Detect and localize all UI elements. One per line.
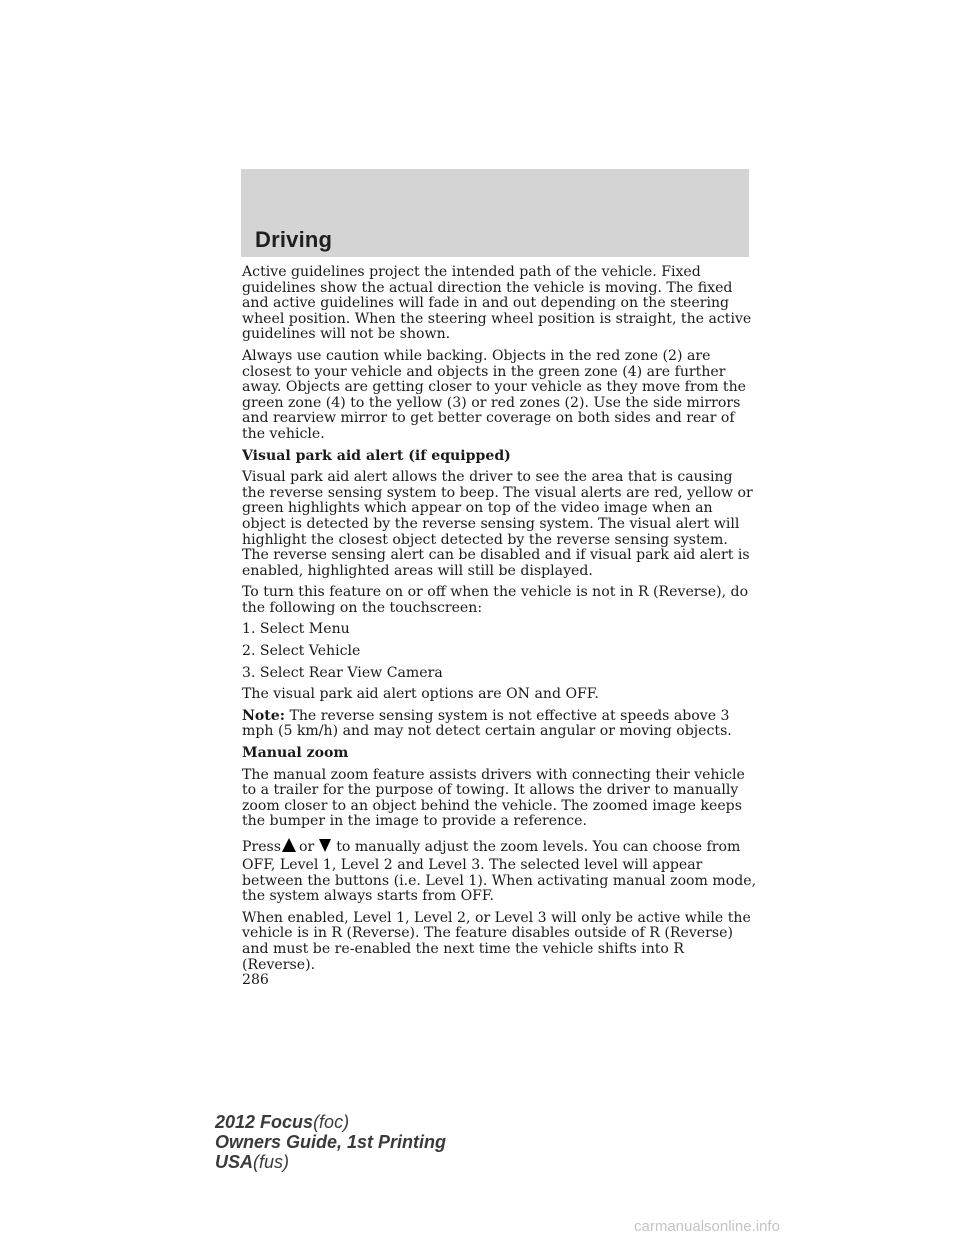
section-title: Driving bbox=[255, 227, 333, 252]
section-header bbox=[241, 169, 749, 257]
or-text: or bbox=[299, 839, 315, 855]
press-text: Press bbox=[242, 839, 282, 855]
footer-line-1 bbox=[215, 1112, 446, 1132]
watermark: carmanualsonline.info bbox=[634, 1218, 780, 1235]
footer-line-3 bbox=[215, 1152, 446, 1172]
paragraph-press bbox=[242, 836, 758, 858]
footer-model: 2012 Focus bbox=[215, 1112, 314, 1132]
paragraph-options: The visual park aid alert options are ON and OFF. bbox=[242, 686, 599, 703]
footer-model-code: (foc) bbox=[313, 1112, 350, 1132]
note-text: The reverse sensing system is not effective at speeds above 3 mph (5 km/h) and may not detect certain angular or moving objects. bbox=[242, 707, 732, 740]
paragraph-guidelines: Active guidelines project the intended path of the vehicle. Fixed guidelines show the actual direction the vehicle is moving. The fixed and active guidelines will fade in and out depending on the steering wheel position. When the steering wheel position is straight, the active guidelines will not be shown. bbox=[242, 264, 752, 343]
paragraph-manual-zoom: The manual zoom feature assists drivers with connecting their vehicle to a trailer for the purpose of towing. It allows the driver to manually zoom closer to an object behind the vehicle. The zoomed image keeps the bumper in the image to provide a reference. bbox=[242, 766, 745, 830]
note-paragraph bbox=[242, 709, 758, 740]
paragraph-enabled: When enabled, Level 1, Level 2, or Level 3 will only be active while the vehicle is in R (Reverse). The feature disables outside of R (Reverse) and must be re-enabled the next time the vehicle shifts into R (Reverse). bbox=[242, 909, 751, 973]
print-footer bbox=[215, 1112, 446, 1172]
note-label: Note: bbox=[242, 707, 285, 724]
step-select-menu: 1. Select Menu bbox=[242, 621, 350, 638]
press-rest-text: to manually adjust the zoom levels. You can choose from bbox=[336, 839, 741, 855]
paragraph-visual-alert: Visual park aid alert allows the driver to see the area that is causing the reverse sensing system to beep. The visual alerts are red, yellow or green highlights which appear on top of the video image when an object is detected by the reverse sensing system. The visual alert will highlight the closest object detected by the reverse sensing system. The reverse sensing alert can be disabled and if visual park aid alert is enabled, highlighted areas will still be displayed. bbox=[242, 469, 753, 579]
heading-visual-park-aid: Visual park aid alert (if equipped) bbox=[242, 447, 511, 464]
footer-line-2: Owners Guide, 1st Printing bbox=[215, 1132, 447, 1152]
down-arrow-icon bbox=[319, 839, 331, 852]
page-number: 286 bbox=[242, 972, 269, 988]
footer-market-code: (fus) bbox=[253, 1152, 290, 1172]
step-select-camera: 3. Select Rear View Camera bbox=[242, 664, 443, 681]
up-arrow-icon bbox=[282, 838, 296, 852]
footer-market: USA bbox=[215, 1152, 254, 1172]
page-content bbox=[242, 265, 758, 979]
paragraph-zoom-levels: OFF, Level 1, Level 2 and Level 3. The selected level will appear between the buttons (i.e. Level 1). When activating manual zoom mode, the system always starts from OFF. bbox=[242, 857, 757, 905]
paragraph-turn-on-off: To turn this feature on or off when the vehicle is not in R (Reverse), do the following on the touchscreen: bbox=[242, 584, 749, 616]
heading-manual-zoom: Manual zoom bbox=[242, 745, 349, 762]
step-select-vehicle: 2. Select Vehicle bbox=[242, 643, 361, 660]
paragraph-caution: Always use caution while backing. Objects in the red zone (2) are closest to your vehicle and objects in the green zone (4) are further away. Objects are getting closer to your vehicle as they move from the green zone (4) to the yellow (3) or red zones (2). Use the side mirrors and rearview mirror to get better coverage on both sides and rear of the vehicle. bbox=[242, 347, 747, 442]
